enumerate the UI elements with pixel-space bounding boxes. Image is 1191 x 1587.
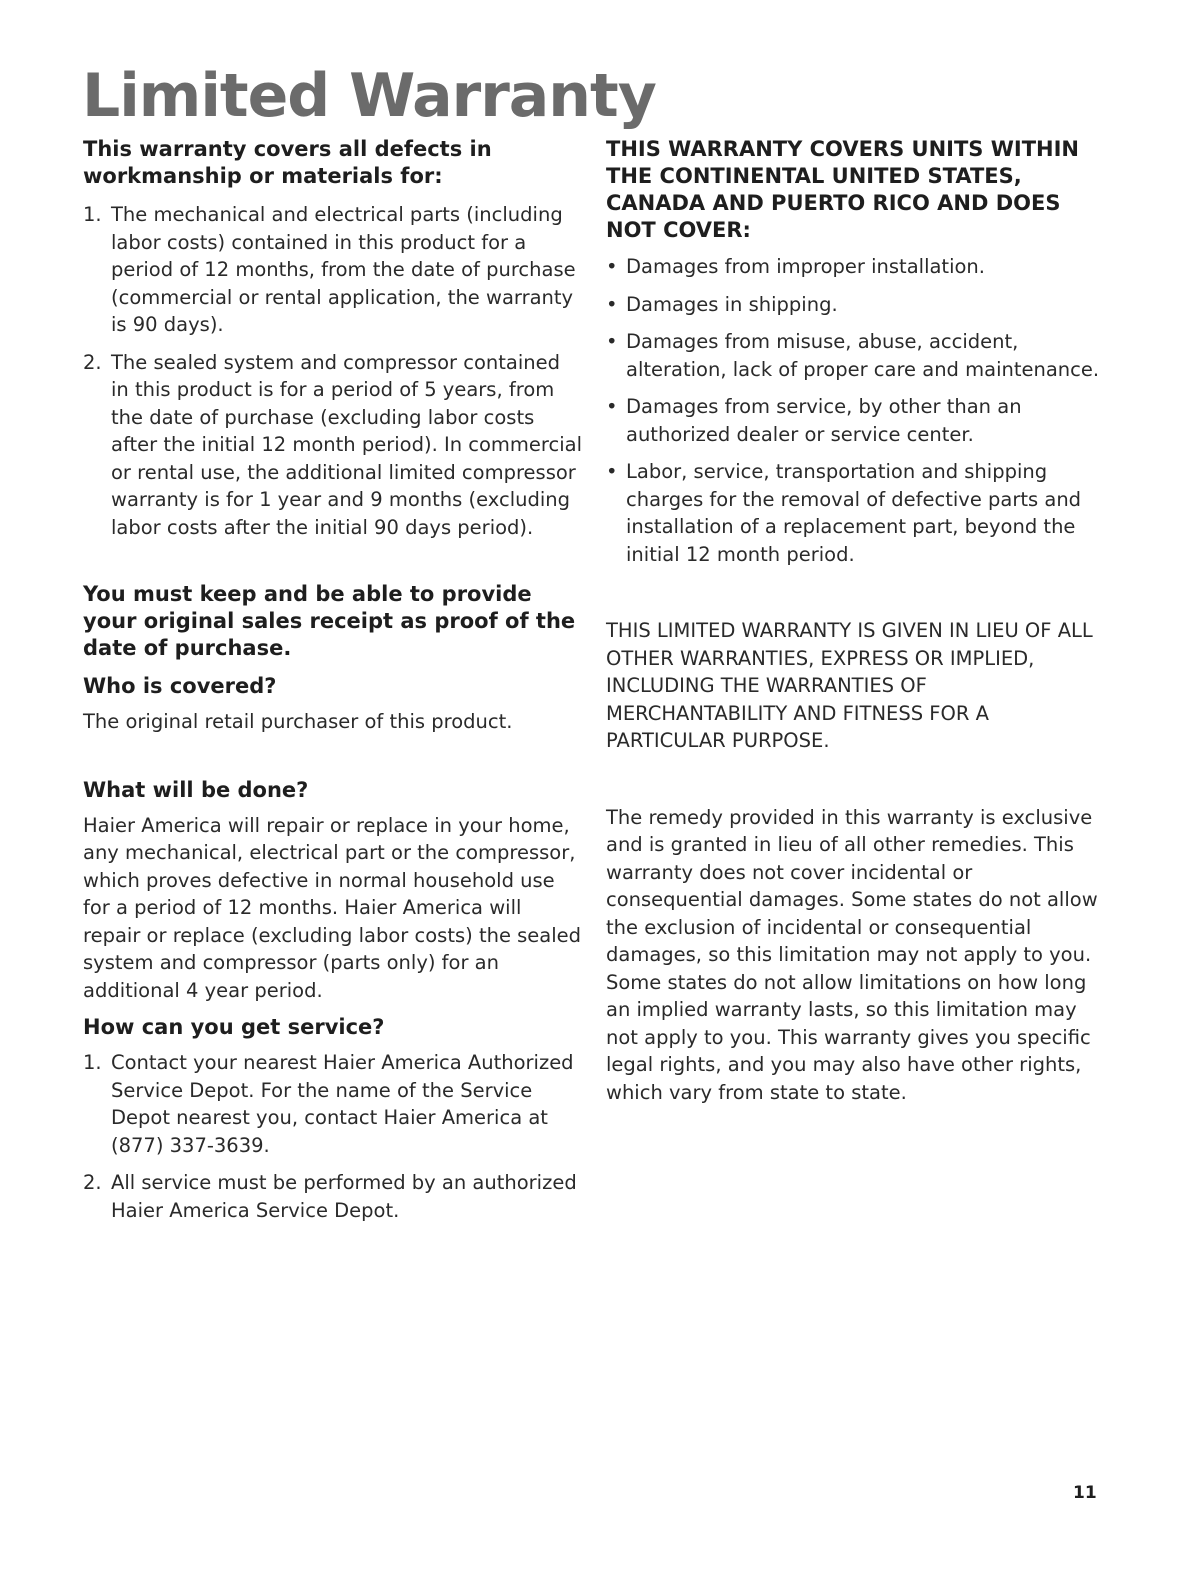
exclusions-list xyxy=(606,253,1114,568)
left-column xyxy=(83,136,583,1224)
service-item xyxy=(83,1169,583,1224)
exclusion-text: Labor, service, transportation and shipping charges for the removal of defective parts and installation of a replacement part, beyond the initial 12 month period. xyxy=(626,460,1082,566)
item-number: 1. xyxy=(83,203,102,226)
exclusion-item xyxy=(606,328,1114,383)
exclusion-text: Damages in shipping. xyxy=(626,292,838,316)
item-number: 2. xyxy=(83,1171,102,1194)
exclusions-heading: THIS WARRANTY COVERS UNITS WITHIN THE CONTINENTAL UNITED STATES, CANADA AND PUERTO RICO AND DOES NOT COVER: xyxy=(606,137,1080,242)
item-text: All service must be performed by an authorized Haier America Service Depot. xyxy=(111,1171,577,1222)
exclusion-item xyxy=(606,393,1114,448)
page-title: Limited Warranty xyxy=(82,61,656,131)
bullet-icon: • xyxy=(606,330,618,353)
item-text: Contact your nearest Haier America Authorized Service Depot. For the name of the Service Depot nearest you, contact Haier America at (877) 337-3639. xyxy=(111,1051,574,1157)
bullet-icon: • xyxy=(606,255,618,278)
remedy-text: The remedy provided in this warranty is exclusive and is granted in lieu of all other remedies. This warranty does not cover incidental or consequential damages. Some states do not allow the exclusion of incidental or consequential damages, so this limitation may not apply to you. Some states do not allow limitations on how long an implied warranty lasts, so this limitation may not apply to you. This warranty gives you specific legal rights, and you may also have other rights, which vary from state to state. xyxy=(606,805,1098,1104)
what-done-heading: What will be done? xyxy=(83,777,309,802)
exclusion-text: Damages from service, by other than an authorized dealer or service center. xyxy=(626,395,1022,446)
item-number: 2. xyxy=(83,350,102,374)
exclusion-text: Damages from misuse, abuse, accident, alteration, lack of proper care and maintenance. xyxy=(626,330,1100,381)
coverage-heading: This warranty covers all defects in workmanship or materials for: xyxy=(83,137,492,188)
who-covered-heading: Who is covered? xyxy=(83,674,277,698)
bullet-icon: • xyxy=(606,460,618,483)
bullet-icon: • xyxy=(606,292,618,316)
what-done-text: Haier America will repair or replace in your home, any mechanical, electrical part or the compressor, which proves defective in normal household use for a period of 12 months. Haier America will repair or replace (excluding labor costs) the sealed system and compressor (parts only) for an additional 4 year period. xyxy=(83,813,582,1002)
item-number: 1. xyxy=(83,1051,102,1074)
exclusion-item xyxy=(606,253,1114,281)
item-text: The mechanical and electrical parts (including labor costs) contained in this product for a period of 12 months, from the date of purchase (commercial or rental application, the warranty is 90 days). xyxy=(111,203,576,336)
receipt-heading: You must keep and be able to provide your original sales receipt as proof of the date of purchase. xyxy=(83,582,576,660)
warranty-disclaimer: THIS LIMITED WARRANTY IS GIVEN IN LIEU OF ALL OTHER WARRANTIES, EXPRESS OR IMPLIED, INCLUDING THE WARRANTIES OF MERCHANTABILITY AND FITNESS FOR A PARTICULAR PURPOSE. xyxy=(606,619,1093,752)
who-covered-text: The original retail purchaser of this product. xyxy=(83,710,513,733)
coverage-item xyxy=(83,201,583,339)
exclusion-text: Damages from improper installation. xyxy=(626,255,985,278)
exclusion-item xyxy=(606,458,1114,568)
coverage-item xyxy=(83,349,583,542)
page-number: 11 xyxy=(1073,1483,1097,1503)
right-column xyxy=(606,136,1114,1106)
bullet-icon: • xyxy=(606,395,618,418)
exclusion-item xyxy=(606,291,1114,319)
item-text: The sealed system and compressor contained in this product is for a period of 5 years, from the date of purchase (excluding labor costs after the initial 12 month period). In commercial or rental use, the additional limited compressor warranty is for 1 year and 9 months (excluding labor costs after the initial 90 days period). xyxy=(111,350,583,539)
how-service-heading: How can you get service? xyxy=(83,1015,385,1039)
service-item xyxy=(83,1049,583,1159)
coverage-list xyxy=(83,201,583,541)
service-list xyxy=(83,1049,583,1224)
